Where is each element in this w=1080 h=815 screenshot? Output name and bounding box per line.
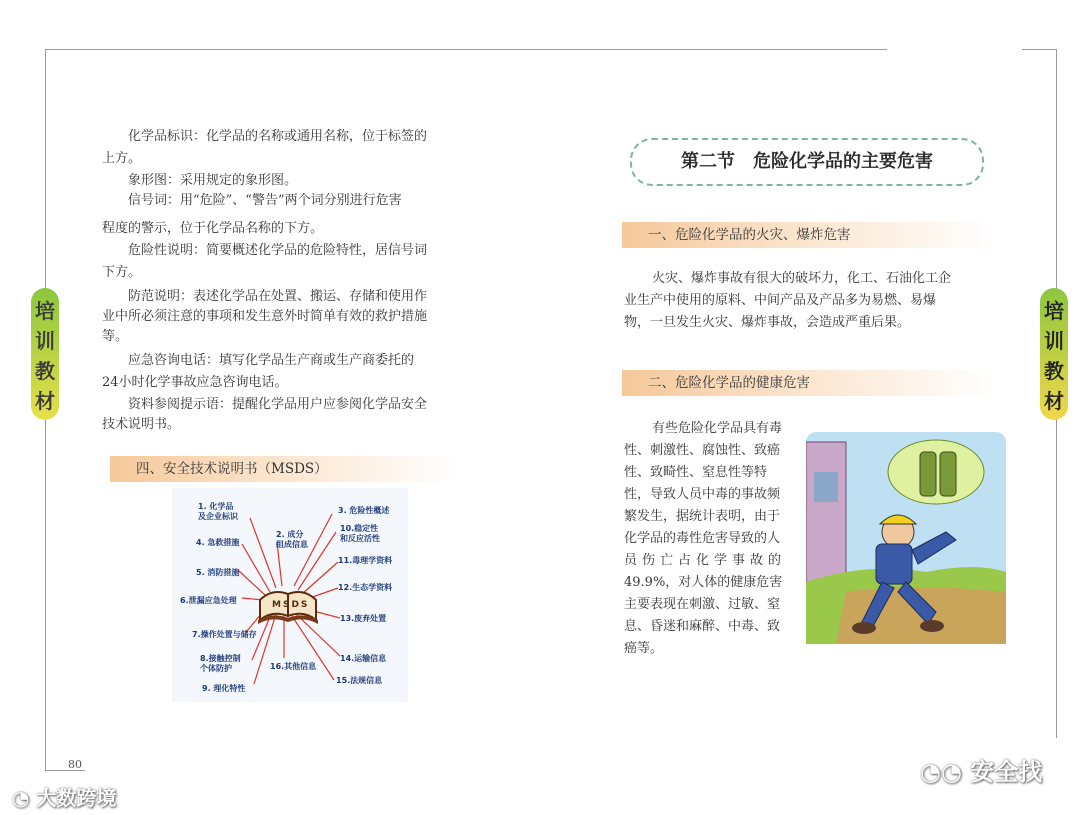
health-line: 主要表现在刺激、过敏、窒	[624, 597, 781, 612]
side-tab-char: 材	[35, 388, 55, 413]
side-tab-char: 训	[35, 328, 55, 353]
right-border-lower	[1056, 408, 1057, 738]
msds-item: 1. 化学品 及企业标识	[198, 502, 238, 521]
fire-line: 火灾、爆炸事故有很大的破坏力，化工、石油化工企	[652, 271, 952, 286]
fire-line: 业生产中使用的原料、中间产品及产品多为易燃、易爆	[624, 293, 937, 308]
health-line: 化学品的毒性危害导致的人	[624, 531, 781, 546]
fire-explosion-heading: 一、危险化学品的火灾、爆炸危害	[622, 222, 994, 248]
msds-item: 13.废弃处置	[340, 614, 387, 623]
left-line: 技术说明书。	[102, 417, 181, 432]
left-line: 程度的警示，位于化学品名称的下方。	[102, 221, 324, 236]
side-tab-char: 材	[1044, 388, 1064, 413]
side-tab-char: 培	[35, 298, 55, 323]
msds-item: 14.运输信息	[340, 654, 387, 663]
msds-item: 8.接触控制 个体防护	[200, 654, 241, 673]
left-line: 资料参阅提示语：提醒化学品用户应参阅化学品安全	[128, 397, 428, 412]
left-border-lower	[45, 408, 46, 770]
watermark-left-text: 大数跨境	[36, 786, 117, 810]
health-line: 息、昏迷和麻醉、中毒、致	[624, 619, 781, 634]
left-line: 等。	[102, 329, 129, 344]
msds-item: 9. 理化特性	[202, 684, 246, 693]
side-tab-right	[1040, 288, 1068, 420]
left-line: 防范说明：表述化学品在处置、搬运、存储和使用作	[128, 289, 428, 304]
right-border	[1056, 49, 1057, 289]
section-title: 第二节 危险化学品的主要危害	[630, 138, 984, 186]
left-line: 上方。	[102, 151, 142, 166]
health-line: 性、致畸性、窒息性等特	[624, 465, 768, 480]
msds-item: 15.法规信息	[336, 676, 383, 685]
health-line: 性、刺激性、腐蚀性、致癌	[624, 443, 781, 458]
top-border-right	[1022, 49, 1057, 50]
watermark-left	[12, 782, 116, 811]
left-line: 信号词：用“危险”、“警告”两个词分别进行危害	[128, 193, 402, 208]
left-line: 24小时化学事故应急咨询电话。	[102, 375, 288, 390]
health-line: 员伤亡占化学事故的	[624, 553, 787, 568]
health-line: 繁发生，据统计表明，由于	[624, 509, 781, 524]
fire-line: 物，一旦发生火灾、爆炸事故，会造成严重后果。	[624, 315, 911, 330]
watermark-right	[920, 752, 1042, 787]
msds-item: 12.生态学资料	[338, 583, 393, 592]
health-line: 癌等。	[624, 641, 664, 656]
health-hazard-heading: 二、危险化学品的健康危害	[622, 370, 994, 396]
side-tab-left	[31, 288, 59, 420]
left-line: 下方。	[102, 265, 142, 280]
watermark-logo-icon: ◔	[12, 786, 37, 810]
msds-center-label: MSDS	[272, 600, 310, 610]
top-border-left	[45, 49, 887, 50]
side-tab-char: 培	[1044, 298, 1064, 323]
side-tab-char: 训	[1044, 328, 1064, 353]
msds-section-heading: 四、安全技术说明书（MSDS）	[110, 456, 456, 482]
left-border	[45, 49, 46, 289]
msds-item: 7.操作处置与储存	[192, 630, 257, 639]
wechat-icon: ◔◔	[920, 758, 971, 786]
left-line: 危险性说明：简要概述化学品的危险特性，居信号词	[128, 243, 428, 258]
page-number: 80	[68, 758, 82, 771]
msds-item: 6.泄漏应急处理	[180, 596, 237, 605]
msds-item: 16.其他信息	[270, 662, 317, 671]
health-line: 有些危险化学品具有毒	[652, 421, 783, 436]
msds-item: 5. 消防措施	[196, 568, 240, 577]
watermark-right-text: 安全找	[970, 758, 1043, 786]
side-tab-char: 教	[35, 358, 55, 383]
msds-item: 3. 危险性概述	[338, 506, 390, 515]
health-line: 性，导致人员中毒的事故频	[624, 487, 781, 502]
msds-item: 11.毒理学资料	[338, 556, 393, 565]
msds-diagram	[172, 488, 408, 702]
health-line: 49.9%，对人体的健康危害	[624, 575, 783, 590]
left-line: 业中所必须注意的事项和发生意外时简单有效的救护措施	[102, 309, 428, 324]
msds-item: 4. 急救措施	[196, 538, 240, 547]
left-line: 象形图：采用规定的象形图。	[128, 173, 298, 188]
msds-item: 10.稳定性 和反应活性	[340, 524, 380, 543]
left-line: 应急咨询电话：填写化学品生产商或生产商委托的	[128, 353, 415, 368]
left-line: 化学品标识：化学品的名称或通用名称，位于标签的	[128, 129, 428, 144]
poisoned-worker-illustration	[806, 432, 1006, 644]
side-tab-char: 教	[1044, 358, 1064, 383]
msds-item: 2. 成分 组成信息	[276, 530, 308, 549]
